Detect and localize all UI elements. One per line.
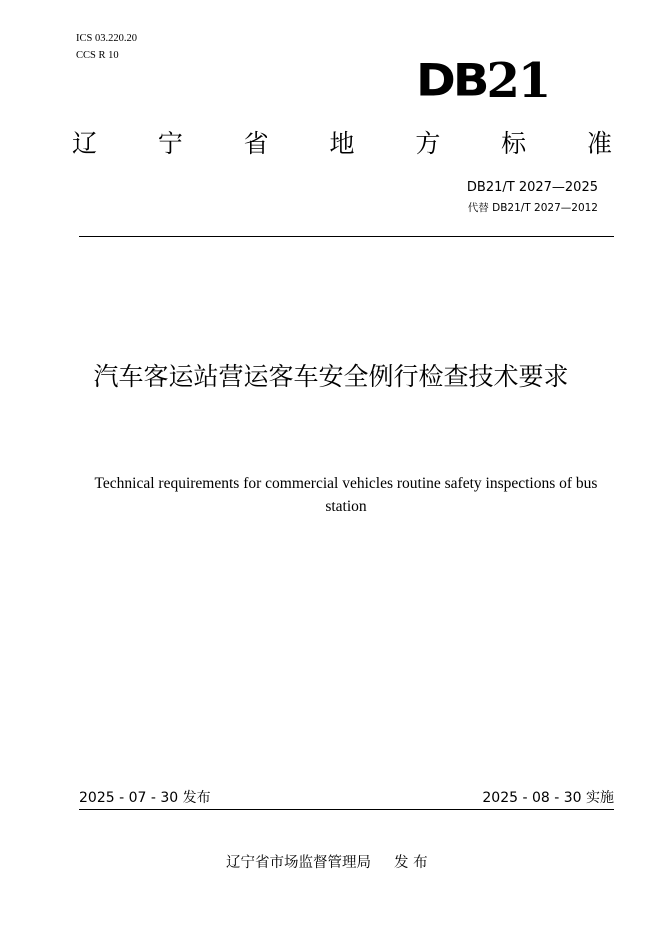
standard-type-char: 宁 bbox=[157, 129, 183, 158]
standard-type-title bbox=[72, 126, 612, 162]
standard-type-char: 准 bbox=[586, 129, 612, 158]
standard-type-char: 地 bbox=[329, 129, 355, 158]
top-divider bbox=[79, 236, 614, 237]
document-title-cn: 汽车客运站营运客车安全例行检查技术要求 bbox=[93, 362, 569, 391]
standard-number: DB21/T 2027—2025 bbox=[466, 180, 598, 195]
replaced-standard: 代替 DB21/T 2027—2012 bbox=[467, 202, 598, 214]
standard-type-char: 标 bbox=[501, 129, 527, 158]
bottom-divider bbox=[79, 809, 614, 810]
document-title-en: Technical requirements for commercial vehicles routine safety inspections of bus station bbox=[94, 475, 598, 515]
standard-type-char: 辽 bbox=[72, 129, 98, 158]
standard-type-char: 省 bbox=[243, 129, 269, 158]
issue-date: 2025 - 07 - 30 发布 bbox=[79, 790, 211, 806]
standard-type-char: 方 bbox=[415, 129, 441, 158]
logo-number: 21 bbox=[486, 53, 550, 109]
ics-code: ICS 03.220.20 bbox=[76, 33, 137, 44]
db21-logo bbox=[416, 53, 564, 109]
ccs-code: CCS R 10 bbox=[76, 50, 119, 61]
implementation-date: 2025 - 08 - 30 实施 bbox=[482, 790, 614, 806]
issuing-authority: 辽宁省市场监督管理局 发 布 bbox=[226, 855, 428, 871]
logo-prefix: DB bbox=[416, 55, 487, 107]
